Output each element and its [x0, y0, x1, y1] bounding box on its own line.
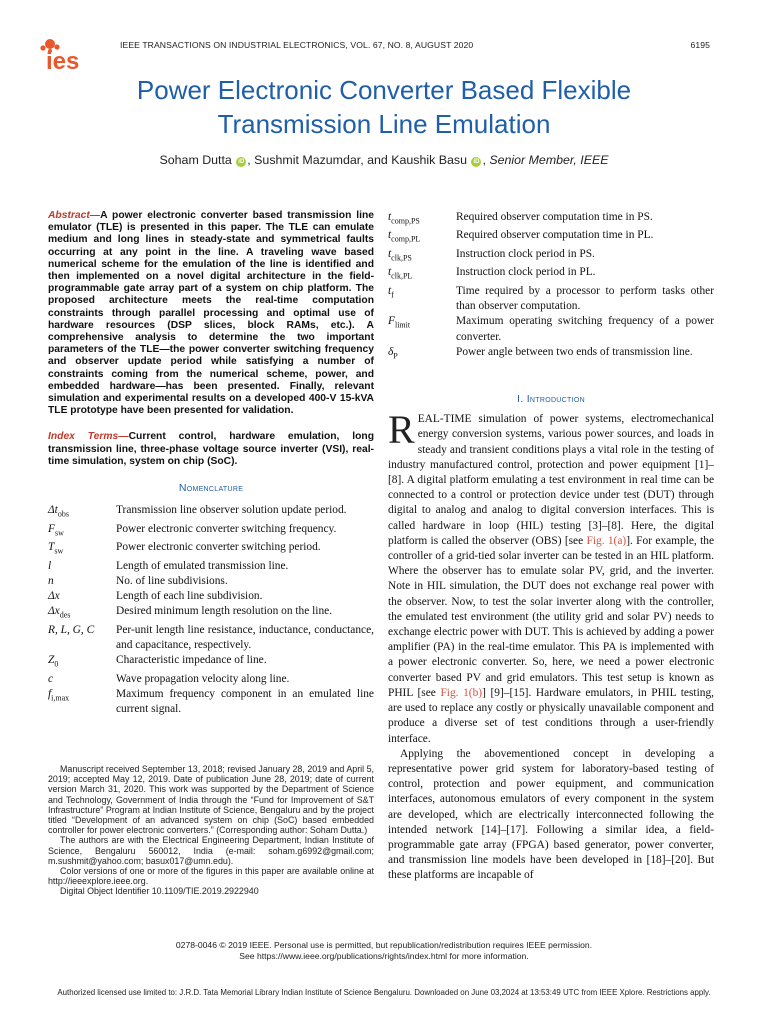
- introduction-heading: I. Introduction: [517, 393, 585, 406]
- nomenclature-definition: Maximum operating switching frequency of a power converter.: [456, 315, 714, 343]
- nomenclature-row: [48, 574, 374, 589]
- nomenclature-symbol: [48, 540, 116, 558]
- symbol-text: t: [388, 247, 392, 260]
- nomenclature-definition: Per-unit length line resistance, inductance, conductance, and capacitance, respectively.: [116, 623, 374, 651]
- nomenclature-symbol: [388, 314, 456, 344]
- title-line-1: Power Electronic Converter Based Flexible: [136, 75, 632, 105]
- symbol-subscript: i,max: [51, 692, 70, 702]
- author-name: Soham Dutta: [159, 153, 232, 167]
- nomenclature-definition: Instruction clock period in PL.: [456, 266, 596, 279]
- nomenclature-row: [48, 687, 374, 717]
- nomenclature-row: [388, 228, 714, 246]
- symbol-text: t: [388, 266, 392, 279]
- paper-title: [40, 73, 728, 141]
- nomenclature-row: [48, 604, 374, 622]
- nomenclature-symbol: [48, 589, 116, 604]
- nomenclature-definition: Instruction clock period in PS.: [456, 247, 595, 260]
- symbol-text: δ: [388, 345, 394, 358]
- nomenclature-row: [388, 247, 714, 265]
- symbol-subscript: limit: [394, 320, 411, 330]
- abstract: [48, 210, 374, 417]
- symbol-subscript: comp,PL: [391, 234, 421, 244]
- nomenclature-row: [48, 653, 374, 671]
- drop-cap: R: [388, 407, 415, 453]
- symbol-text: l: [48, 559, 52, 572]
- nomenclature-definition: No. of line subdivisions.: [116, 574, 228, 587]
- nomenclature-symbol: [48, 672, 116, 687]
- nomenclature-row: [388, 284, 714, 314]
- copyright-notice: [40, 940, 728, 962]
- symbol-text: c: [48, 672, 54, 685]
- orcid-icon[interactable]: iD: [473, 159, 480, 165]
- abstract-text: A power electronic converter based transmission line emulator (TLE) is presented in this paper. The TLE can emulate medium and long lines in steady-state and symmetrical faults occurring at any point in the line. A traveling wave based numerical scheme for the emulation of the line is identified and then implemented on a novel digital architecture in the field-programmable gate array part of a system on chip platform. The proposed architecture meets the real-time computation constraints through parallel processing and optimal use of hardware resources (DSP slices, block RAMs, etc.). A comprehensive analysis to determine the two important parameters of the TLE—the power converter switching frequency and observer update period while satisfying a number of constraints coming from the numerical scheme, power, and embedded hardware—has been presented. Finally, relevant simulation and experimental results on a developed 400-V 15-kVA TLE prototype have been presented for validation.: [48, 210, 374, 417]
- nomenclature-definition: Time required by a processor to perform tasks other than observer computation.: [456, 284, 714, 313]
- nomenclature-row: [388, 265, 714, 283]
- page-number: 6195: [690, 40, 710, 50]
- symbol-subscript: des: [59, 610, 71, 620]
- left-column: [48, 210, 374, 717]
- nomenclature-symbol: [388, 247, 456, 265]
- symbol-text: R, L, G, C: [48, 623, 95, 636]
- symbol-text: T: [48, 541, 55, 554]
- nomenclature-list-continued: [388, 210, 714, 363]
- logo-text: ies: [46, 48, 80, 72]
- symbol-subscript: obs: [57, 509, 69, 519]
- symbol-subscript: clk,PL: [391, 271, 413, 281]
- index-terms-label: Index Terms—: [48, 431, 129, 443]
- author-separator: , and: [360, 153, 392, 167]
- nomenclature-definition: Desired minimum length resolution on the line.: [116, 605, 333, 618]
- nomenclature-symbol: [388, 284, 456, 314]
- nomenclature-symbol: [48, 522, 116, 540]
- ies-logo: [38, 38, 98, 72]
- copyright-line-2: See https://www.ieee.org/publications/rights/index.html for more information.: [239, 951, 529, 961]
- running-header: [120, 40, 710, 50]
- symbol-text: t: [388, 211, 392, 223]
- nomenclature-definition: Transmission line observer solution update period.: [116, 504, 347, 517]
- nomenclature-symbol: [48, 604, 116, 622]
- author-list: [40, 153, 728, 167]
- nomenclature-symbol: [388, 265, 456, 283]
- copyright-line-1: 0278-0046 © 2019 IEEE. Personal use is permitted, but republication/redistribution requires IEEE permission.: [175, 940, 593, 950]
- symbol-text: t: [388, 229, 392, 242]
- nomenclature-row: [388, 210, 714, 228]
- symbol-text: t: [388, 284, 392, 297]
- nomenclature-definition: Characteristic impedance of line.: [116, 654, 267, 667]
- nomenclature-symbol: [48, 559, 116, 574]
- nomenclature-symbol: [48, 687, 116, 717]
- symbol-subscript: sw: [54, 527, 64, 537]
- nomenclature-symbol: [48, 653, 116, 671]
- nomenclature-symbol: [48, 503, 116, 521]
- nomenclature-heading: Nomenclature: [178, 482, 244, 495]
- nomenclature-definition: Maximum frequency component in an emulated line current signal.: [116, 687, 374, 715]
- intro-text: ]. For example, the controller of a grid-tied solar inverter can be tested in an HIL platform. Where the observer has to emulate solar PV, grid, and the inverter. Note in HIL simulation, the DUT does not exchange real power with the observer. Now, to test the solar inverter along with the controller, the emulated test environment (the utility grid and solar PV) needs to exchange electric power with DUT. This is achieved by adding a power amplifier (PA) in the real-time emulator. This PA is implemented with a power electronic converter. So, here, we need a power electronic converter based PV and grid emulators. This test setup is known as PHIL [see: [388, 534, 714, 699]
- introduction-body: [388, 407, 714, 883]
- author-membership: Senior Member, IEEE: [489, 153, 609, 167]
- intro-paragraph-2: Applying the abovementioned concept in developing a representative power grid system for laboratory-based testing of control, protection and power equipment, and communication interfaces, autonomous emulators of every component in the system are developed, which are electrically interconnected following the intended network [14]–[17]. Following a similar idea, a field-programmable gate array (FPGA) based generator, power converter, and transmission line models have been developed in [18]–[20]. But these platforms are incapable of: [388, 747, 714, 882]
- symbol-text: Δx: [48, 589, 60, 602]
- nomenclature-definition: Required observer computation time in PL.: [456, 229, 654, 242]
- footnote: [48, 764, 374, 897]
- symbol-text: Δx: [48, 605, 60, 618]
- nomenclature-definition: Wave propagation velocity along line.: [116, 672, 290, 685]
- symbol-subscript: comp,PS: [391, 216, 420, 226]
- symbol-text: n: [48, 574, 54, 587]
- nomenclature-list: [48, 503, 374, 717]
- nomenclature-row: [48, 672, 374, 687]
- author-affiliation: The authors are with the Electrical Engineering Department, Indian Institute of Science, Bengaluru 560012, India (e-mail: soham.g6992@gmail.com; m.sushmit@yahoo.com; basux017@umn.edu).: [48, 835, 374, 866]
- journal-citation: IEEE TRANSACTIONS ON INDUSTRIAL ELECTRONICS, VOL. 67, NO. 8, AUGUST 2020: [120, 40, 474, 50]
- nomenclature-row: [48, 589, 374, 604]
- symbol-text: f: [48, 687, 52, 700]
- nomenclature-definition: Length of each line subdivision.: [116, 589, 263, 602]
- symbol-subscript: P: [393, 351, 398, 361]
- nomenclature-row: [48, 540, 374, 558]
- color-versions-note: Color versions of one or more of the figures in this paper are available online at http://ieeexplore.ieee.org.: [48, 866, 374, 887]
- right-column: [388, 210, 714, 884]
- figure-link[interactable]: Fig. 1(a): [586, 534, 627, 547]
- nomenclature-symbol: [388, 228, 456, 246]
- symbol-subscript: f: [391, 290, 394, 300]
- manuscript-info: Manuscript received September 13, 2018; revised January 28, 2019 and April 5, 2019; accepted May 12, 2019. Date of publication June 28, 2019; date of current version March 31, 2020. This work was supported by the Department of Science and Technology, Government of India through the “Fund for Improvement of S&T Infrastructure” Program at Indian Institute of Science, Bengaluru and by the project titled “Development of an advanced system on chip (SoC) based embedded controller for power electronic converters.” (Corresponding author: Soham Dutta.): [48, 764, 374, 836]
- nomenclature-definition: Required observer computation time in PS.: [456, 211, 653, 223]
- symbol-text: Δt: [48, 504, 58, 517]
- nomenclature-definition: Power electronic converter switching frequency.: [116, 522, 337, 535]
- symbol-text: Z: [48, 654, 55, 667]
- nomenclature-definition: Power electronic converter switching period.: [116, 541, 321, 554]
- author-name: Kaushik Basu: [391, 153, 467, 167]
- nomenclature-row: [388, 345, 714, 363]
- orcid-icon[interactable]: iD: [238, 159, 245, 165]
- nomenclature-row: [48, 503, 374, 521]
- title-line-2: Transmission Line Emulation: [217, 109, 551, 139]
- intro-paragraph-1: [388, 407, 714, 746]
- nomenclature-row: [388, 314, 714, 344]
- author-separator: ,: [482, 153, 490, 167]
- figure-link[interactable]: Fig. 1(b): [440, 686, 483, 699]
- symbol-text: F: [48, 522, 55, 535]
- nomenclature-row: [48, 623, 374, 653]
- index-terms-text: Current control, hardware emulation, long transmission line, three-phase voltage source inverter (VSI), real-time simulation, system on chip (SoC).: [48, 431, 375, 467]
- abstract-label: Abstract—: [48, 210, 101, 221]
- symbol-text: F: [388, 315, 395, 328]
- nomenclature-symbol: [48, 574, 116, 589]
- symbol-subscript: clk,PS: [391, 253, 412, 263]
- author-name: Sushmit Mazumdar: [254, 153, 361, 167]
- authorized-use-notice: Authorized licensed use limited to: J.R.D. Tata Memorial Library Indian Institute of Science Bengaluru. Downloaded on June 03,2024 at 13:53:49 UTC from IEEE Xplore. Restrictions apply.: [57, 988, 711, 997]
- nomenclature-symbol: [388, 345, 456, 363]
- doi: Digital Object Identifier 10.1109/TIE.2019.2922940: [60, 886, 259, 897]
- nomenclature-row: [48, 522, 374, 540]
- nomenclature-row: [48, 559, 374, 574]
- nomenclature-symbol: [48, 623, 116, 653]
- index-terms: [48, 431, 374, 468]
- nomenclature-symbol: [388, 210, 456, 228]
- nomenclature-definition: Length of emulated transmission line.: [116, 559, 289, 572]
- intro-text: ] [9]–[15]. Hardware emulators, in PHIL testing, are used to replace any costly or physically unavailable component and produce a diverse set of test conditions through a user-friendly interface.: [388, 686, 714, 745]
- author-separator: ,: [247, 153, 255, 167]
- symbol-subscript: 0: [54, 659, 59, 669]
- symbol-subscript: sw: [54, 546, 64, 556]
- intro-text: EAL-TIME simulation of power systems, electromechanical energy conversion systems, various power sources, and loads in steady and transient conditions plays a vital role in the testing of industry manufactured control, protection and power equipment [1]–[8]. A digital platform emulating a test environment in real time can be connected to a control or protection device under test (DUT) through digital to analog and analog to digital conversion interfaces. This is called hardware in loop (HIL) testing [3]–[8]. Here, the digital platform is called the observer (OBS) [see: [388, 413, 714, 547]
- nomenclature-definition: Power angle between two ends of transmission line.: [456, 345, 693, 358]
